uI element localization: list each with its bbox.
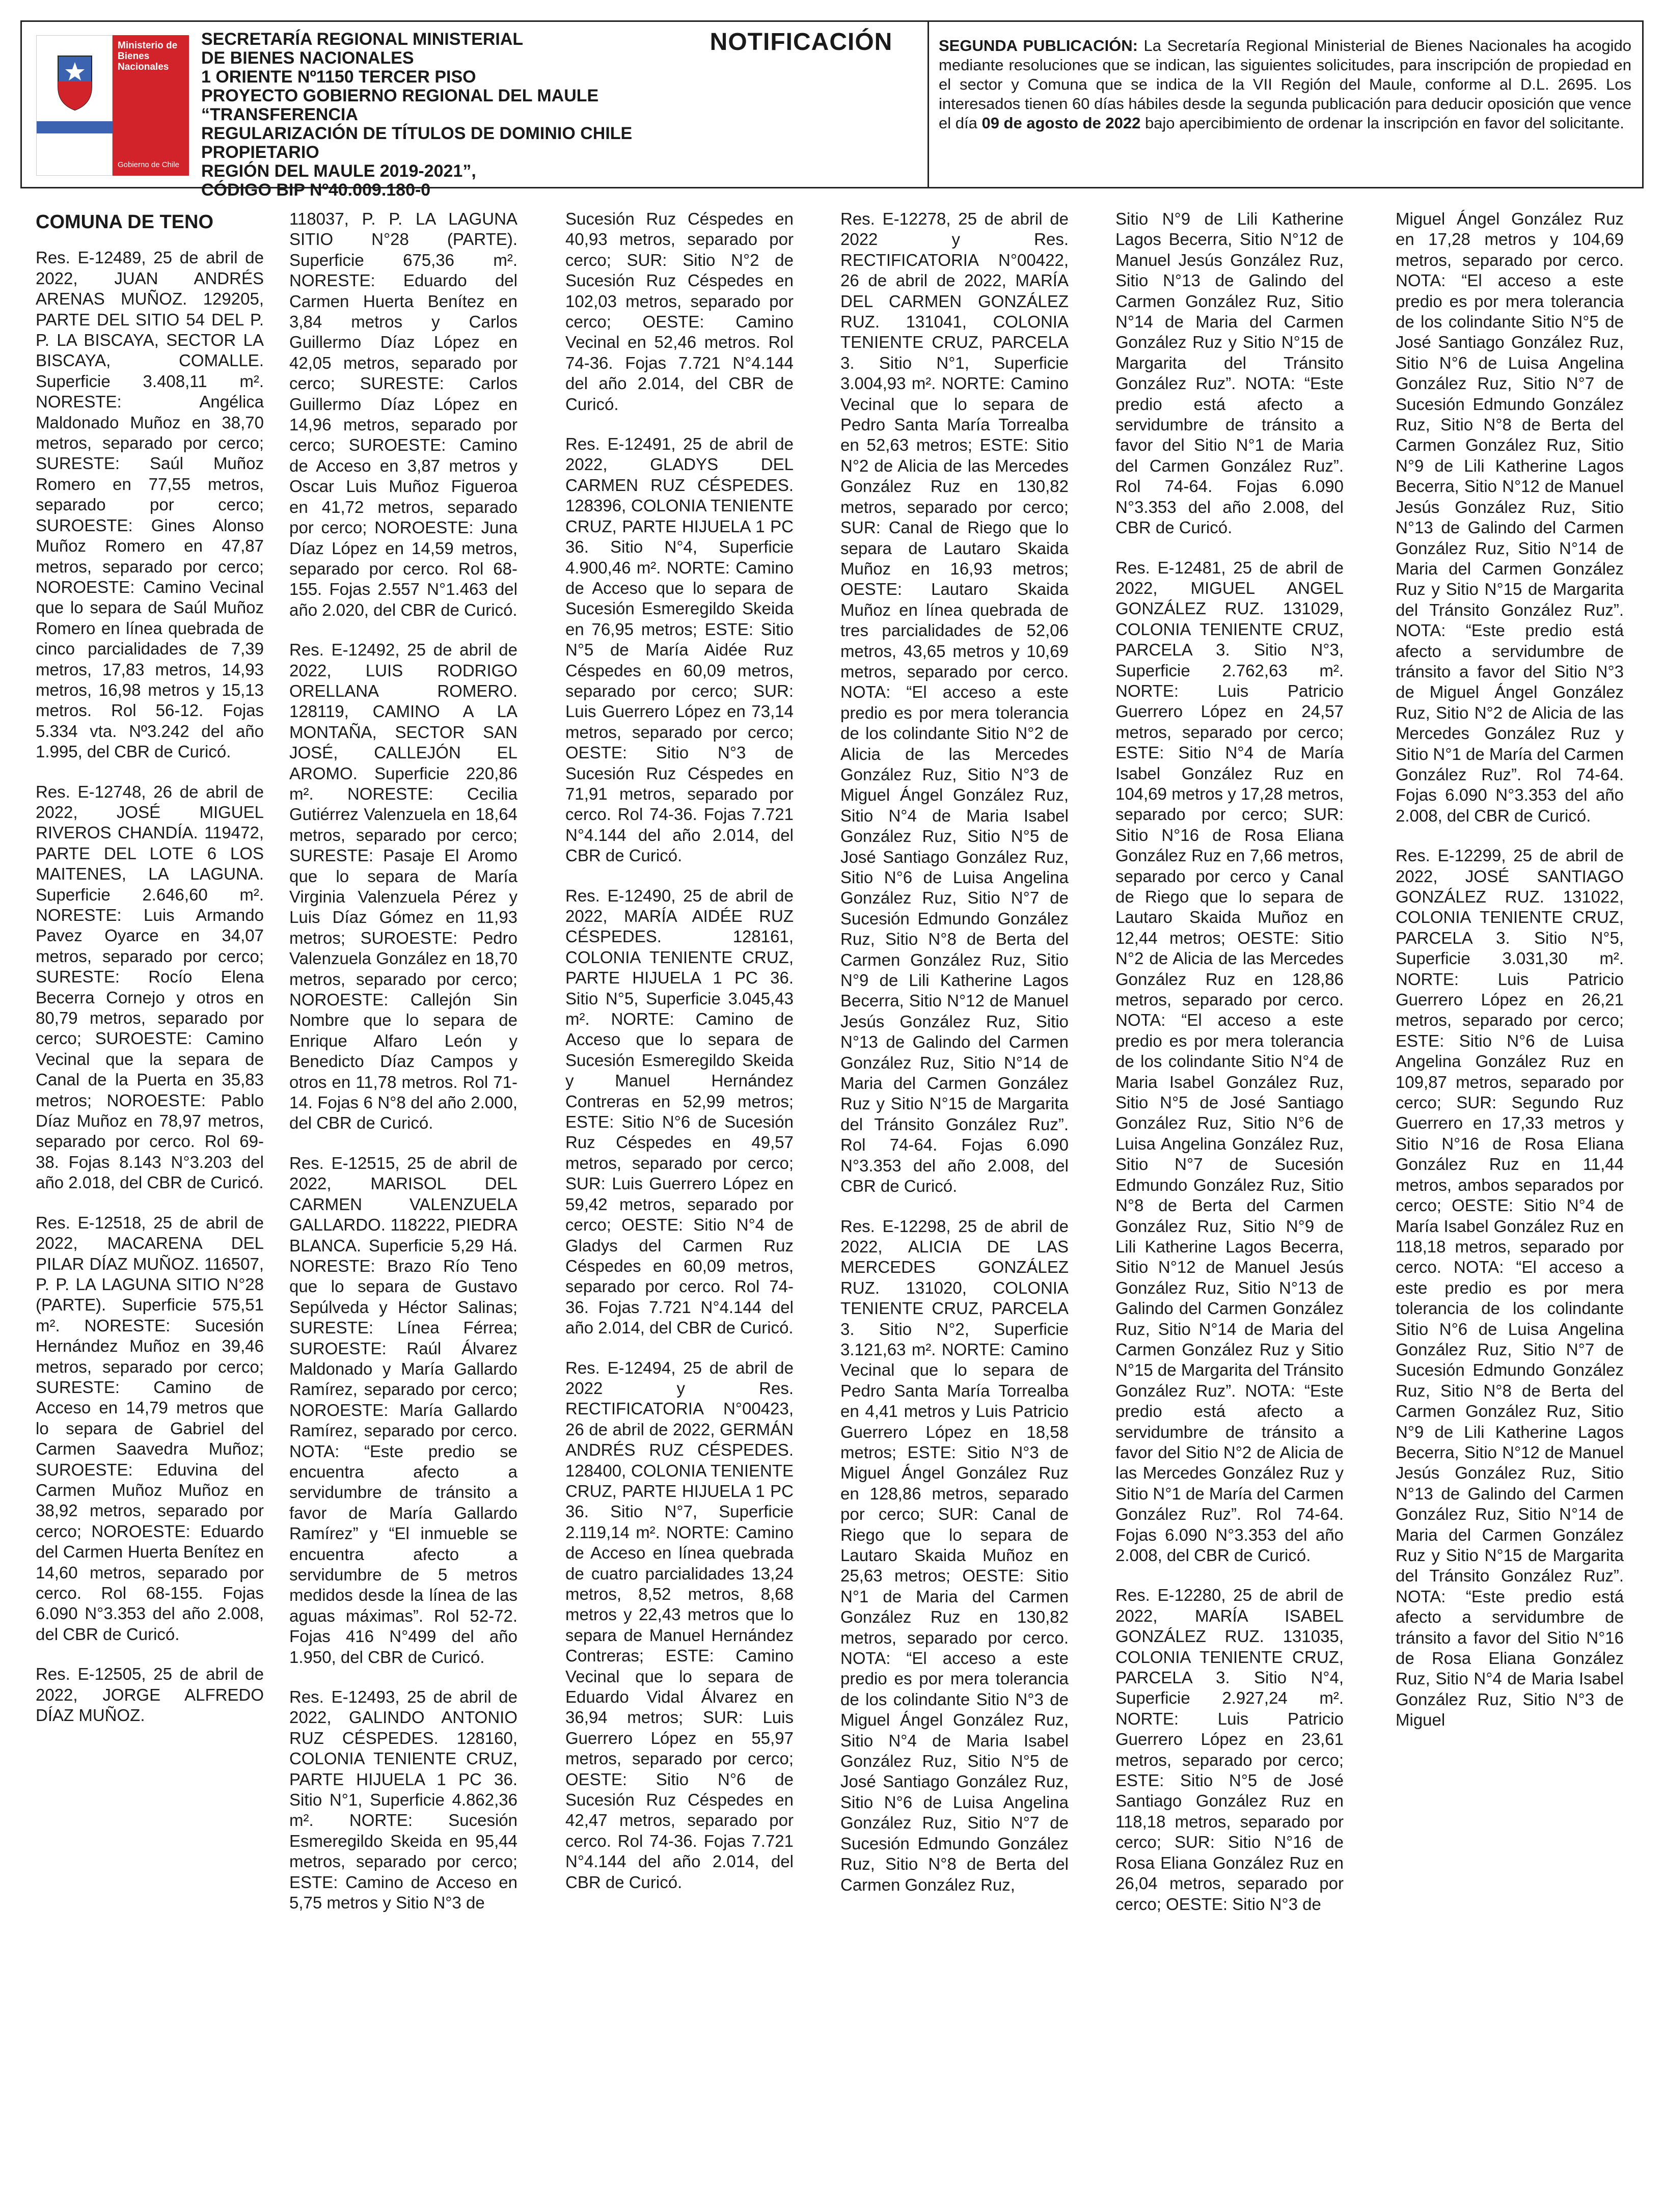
resolution-entry: Res. E-12278, 25 de abril de 2022 y Res. RECTIFICATORIA N°00422, 26 de abril de 2022, MARÍA DEL CARMEN GONZÁLEZ RUZ. 131041, COLONIA TENIENTE CRUZ, PARCELA 3. Sitio N°1, Superficie 3.004,93 m². NORTE: Camino Vecinal que lo separa de Pedro Santa María Torrealba en 52,63 metros; ESTE: Sitio N°2 de Alicia de las Mercedes González Ruz en 130,82 metros, separado por cerco; SUR: Canal de Riego que lo separa de Lautaro Skaida Muñoz en 16,93 metros; OESTE: Lautaro Skaida Muñoz en línea quebrada de tres parcialidades de 52,06 metros, 43,65 metros y 10,69 metros, separado por cerco. NOTA: “El acceso a este predio es por mera tolerancia de los colindante Sitio N°2 de Alicia de las Mercedes González Ruz, Sitio N°3 de Miguel Ángel González Ruz, Sitio N°4 de Maria Isabel González Ruz, Sitio N°5 de José Santiago González Ruz, Sitio N°6 de Luisa Angelina González Ruz, Sitio N°7 de Sucesión Edmundo González Ruz, Sitio N°8 de Berta del Carmen González Ruz, Sitio N°9 de Lili Katherine Lagos Becerra, Sitio N°12 de Manuel Jesús González Ruz, Sitio N°13 de Galindo del Carmen González Ruz, Sitio N°14 de Maria del Carmen González Ruz y Sitio N°15 de Margarita del Tránsito González Ruz”. Rol 74-64. Fojas 6.090 N°3.353 del año 2.008, del CBR de Curicó. — [840, 209, 1069, 1196]
logo-white-panel — [36, 35, 113, 176]
coat-of-arms-icon — [55, 51, 95, 112]
logo-gov-label: Gobierno de Chile — [118, 160, 179, 169]
resolution-entry: Res. E-12492, 25 de abril de 2022, LUIS RODRIGO ORELLANA ROMERO. 128119, CAMINO A LA MONTAÑA, SECTOR SAN JOSÉ, CALLEJÓN EL AROMO. Superficie 220,86 m². NORESTE: Cecilia Gutiérrez Valenzuela en 18,64 metros, separado por cerco; SURESTE: Pasaje El Aromo que lo separa de María Virginia Valenzuela Pérez y Luis Díaz Gómez en 11,93 metros; SUROESTE: Pedro Valenzuela González en 18,70 metros, separado por cerco; NOROESTE: Callejón Sin Nombre que lo separa de Enrique Alfaro León y Benedicto Díaz Campos y otros en 11,78 metros. Rol 71-14. Fojas 6 N°8 del año 2.000, del CBR de Curicó. — [289, 640, 517, 1133]
ministry-logo — [36, 35, 189, 176]
page-title: NOTIFICACIÓN — [710, 29, 893, 56]
text-column-3 — [565, 209, 794, 2195]
publication-label: SEGUNDA PUBLICACIÓN: — [939, 37, 1138, 54]
resolution-entry: Res. E-12493, 25 de abril de 2022, GALINDO ANTONIO RUZ CÉSPEDES. 128160, COLONIA TENIENTE CRUZ, PARTE HIJUELA 1 PC 36. Sitio N°1, Superficie 4.862,36 m². NORTE: Sucesión Esmeregildo Skeida en 95,44 metros, separado por cerco; ESTE: Camino de Acceso en 5,75 metros y Sitio N°3 de — [289, 1687, 517, 1913]
header-divider — [928, 22, 929, 187]
resolution-entry: 118037, P. P. LA LAGUNA SITIO N°28 (PARTE). Superficie 675,36 m². NORESTE: Eduardo del Carmen Huerta Benítez en 3,84 metros y Carlos Guillermo Díaz López en 42,05 metros, separado por cerco; SURESTE: Carlos Guillermo Díaz López en 14,96 metros, separado por cerco; SUROESTE: Camino de Acceso en 3,87 metros y Oscar Luis Muñoz Figueroa en 41,72 metros, separado por cerco; NOROESTE: Juna Díaz López en 14,59 metros, separado por cerco. Rol 68-155. Fojas 2.557 N°1.463 del año 2.020, del CBR de Curicó. — [289, 209, 517, 619]
resolution-entry: Miguel Ángel González Ruz en 17,28 metros y 104,69 metros, separado por cerco. NOTA: “El acceso a este predio es por mera tolerancia de los colindante Sitio N°5 de José Santiago González Ruz, Sitio N°6 de Luisa Angelina González Ruz, Sitio N°7 de Sucesión Edmundo González Ruz, Sitio N°8 de Berta del Carmen González Ruz, Sitio N°9 de Lili Katherine Lagos Becerra, Sitio N°12 de Manuel Jesús González Ruz, Sitio N°13 de Galindo del Carmen González Ruz, Sitio N°14 de Maria del Carmen González Ruz y Sitio N°15 de Margarita del Tránsito González Ruz”. NOTA: “Este predio está afecto a servidumbre de tránsito a favor del Sitio N°3 de Miguel Ángel González Ruz, Sitio N°2 de Alicia de las Mercedes González Ruz y Sitio N°1 de María del Carmen González Ruz”. Rol 74-64. Fojas 6.090 N°3.353 del año 2.008, del CBR de Curicó. — [1396, 209, 1624, 825]
commune-heading: COMUNA DE TENO — [36, 211, 214, 233]
resolution-entry: Res. E-12518, 25 de abril de 2022, MACARENA DEL PILAR DÍAZ MUÑOZ. 116507, P. P. LA LAGUNA SITIO N°28 (PARTE). Superficie 575,51 m². NORESTE: Sucesión Hernández Muñoz en 39,46 metros, separado por cerco; SURESTE: Camino de Acceso en 14,79 metros que lo separa de Gabriel del Carmen Saavedra Muñoz; SUROESTE: Eduvina del Carmen Muñoz Muñoz en 38,92 metros, separado por cerco; NOROESTE: Eduardo del Carmen Huerta Benítez en 14,60 metros, separado por cerco. Rol 68-155. Fojas 6.090 N°3.353 del año 2.008, del CBR de Curicó. — [36, 1213, 264, 1644]
resolution-entry: Res. E-12481, 25 de abril de 2022, MIGUEL ANGEL GONZÁLEZ RUZ. 131029, COLONIA TENIENTE CRUZ, PARCELA 3. Sitio N°3, Superficie 2.762,63 m². NORTE: Luis Patricio Guerrero López en 24,57 metros, separado por cerco; ESTE: Sitio N°4 de María Isabel González Ruz en 104,69 metros y 17,28 metros, separado por cerco; SUR: Sitio N°16 de Rosa Eliana González Ruz en 7,66 metros, separado por cerco y Canal de Riego que lo separa de Lautaro Skaida Muñoz en 12,44 metros; OESTE: Sitio N°2 de Alicia de las Mercedes González Ruz en 128,86 metros, separado por cerco. NOTA: “El acceso a este predio es por mera tolerancia de los colindante Sitio N°4 de Maria Isabel González Ruz, Sitio N°5 de José Santiago González Ruz, Sitio N°6 de Luisa Angelina González Ruz, Sitio N°7 de Sucesión Edmundo González Ruz, Sitio N°8 de Berta del Carmen González Ruz, Sitio N°9 de Lili Katherine Lagos Becerra, Sitio N°12 de Manuel Jesús González Ruz, Sitio N°13 de Galindo del Carmen González Ruz, Sitio N°14 de Maria del Carmen González Ruz y Sitio N°15 de Margarita del Tránsito González Ruz”. NOTA: “Este predio está afecto a servidumbre de tránsito a favor del Sitio N°2 de Alicia de las Mercedes González Ruz y Sitio N°1 de María del Carmen González Ruz”. Rol 74-64. Fojas 6.090 N°3.353 del año 2.008, del CBR de Curicó. — [1115, 558, 1344, 1565]
resolution-entry: Res. E-12515, 25 de abril de 2022, MARISOL DEL CARMEN VALENZUELA GALLARDO. 118222, PIEDRA BLANCA. Superficie 5,29 Há. NORESTE: Brazo Río Teno que lo separa de Gustavo Sepúlveda y Héctor Salinas; SURESTE: Línea Férrea; SUROESTE: Raúl Álvarez Maldonado y María Gallardo Ramírez, separado por cerco; NOROESTE: María Gallardo Ramírez, separado por cerco. NOTA: “Este predio se encuentra afecto a servidumbre de tránsito a favor de María Gallardo Ramírez” y “El inmueble se encuentra afecto a servidumbre de 5 metros medidos desde la línea de las aguas máximas”. Rol 52-72. Fojas 416 N°499 del año 1.950, del CBR de Curicó. — [289, 1153, 517, 1667]
resolution-entry: Res. E-12491, 25 de abril de 2022, GLADYS DEL CARMEN RUZ CÉSPEDES. 128396, COLONIA TENIENTE CRUZ, PARTE HIJUELA 1 PC 36. Sitio N°4, Superficie 4.900,46 m². NORTE: Camino de Acceso que lo separa de Sucesión Esmeregildo Skeida en 76,95 metros; ESTE: Sitio N°5 de María Aidée Ruz Céspedes en 60,09 metros, separado por cerco; SUR: Luis Guerrero López en 73,14 metros, separado por cerco; OESTE: Sitio N°3 de Sucesión Ruz Céspedes en 71,91 metros, separado por cerco. Rol 74-36. Fojas 7.721 N°4.144 del año 2.014, del CBR de Curicó. — [565, 434, 794, 865]
resolution-entry: Res. E-12299, 25 de abril de 2022, JOSÉ SANTIAGO GONZÁLEZ RUZ. 131022, COLONIA TENIENTE CRUZ, PARCELA 3. Sitio N°5, Superficie 3.031,30 m². NORTE: Luis Patricio Guerrero López en 26,21 metros, separado por cerco; ESTE: Sitio N°6 de Luisa Angelina González Ruz en 109,87 metros, separado por cerco; SUR: Segundo Ruz Guerrero en 17,33 metros y Sitio N°16 de Rosa Eliana González Ruz en 11,44 metros, ambos separados por cerco; OESTE: Sitio N°4 de María Isabel González Ruz en 118,18 metros, separado por cerco. NOTA: “El acceso a este predio es por mera tolerancia de los colindante Sitio N°6 de Luisa Angelina González Ruz, Sitio N°7 de Sucesión Edmundo González Ruz, Sitio N°8 de Berta del Carmen González Ruz, Sitio N°9 de Lili Katherine Lagos Becerra, Sitio N°12 de Manuel Jesús González Ruz, Sitio N°13 de Galindo del Carmen González Ruz, Sitio N°14 de Maria del Carmen González Ruz y Sitio N°15 de Margarita del Tránsito González Ruz”. NOTA: “Este predio está afecto a servidumbre de tránsito a favor del Sitio N°16 de Rosa Eliana González Ruz, Sitio N°4 de Maria Isabel González Ruz, Sitio N°3 de Miguel — [1396, 846, 1624, 1730]
publication-notice — [939, 36, 1631, 133]
resolution-entry: Sucesión Ruz Céspedes en 40,93 metros, separado por cerco; SUR: Sitio N°2 de Sucesión Ruz Céspedes en 102,03 metros, separado por cerco; OESTE: Camino Vecinal en 52,46 metros. Rol 74-36. Fojas 7.721 N°4.144 del año 2.014, del CBR de Curicó. — [565, 209, 794, 414]
resolution-entry: Res. E-12505, 25 de abril de 2022, JORGE ALFREDO DÍAZ MUÑOZ. — [36, 1664, 264, 1725]
text-column-6 — [1396, 209, 1624, 2195]
publication-text-b: bajo apercibimiento de ordenar la inscripción en favor del solicitante. — [1140, 114, 1624, 132]
text-column-5 — [1115, 209, 1344, 2195]
resolution-entry: Res. E-12494, 25 de abril de 2022 y Res. RECTIFICATORIA N°00423, 26 de abril de 2022, GERMÁN ANDRÉS RUZ CÉSPEDES. 128400, COLONIA TENIENTE CRUZ, PARTE HIJUELA 1 PC 36. Sitio N°7, Superficie 2.119,14 m². NORTE: Camino de Acceso en línea quebrada de cuatro parcialidades 13,24 metros, 8,52 metros, 8,68 metros y 22,43 metros que lo separa de Manuel Hernández Contreras; ESTE: Camino Vecinal que lo separa de Eduardo Vidal Álvarez en 36,94 metros; SUR: Luis Guerrero López en 55,97 metros, separado por cerco; OESTE: Sitio N°6 de Sucesión Ruz Céspedes en 42,47 metros, separado por cerco. Rol 74-36. Fojas 7.721 N°4.144 del año 2.014, del CBR de Curicó. — [565, 1358, 794, 1892]
logo-org-name: Ministerio de Bienes Nacionales — [118, 40, 178, 72]
notice-header — [20, 20, 1644, 200]
resolution-entry: Res. E-12490, 25 de abril de 2022, MARÍA AIDÉE RUZ CÉSPEDES. 128161, COLONIA TENIENTE CRUZ, PARTE HIJUELA 1 PC 36. Sitio N°5, Superficie 3.045,43 m². NORTE: Camino de Acceso que lo separa de Sucesión Esmeregildo Skeida y Manuel Hernández Contreras en 52,99 metros; ESTE: Sitio N°6 de Sucesión Ruz Céspedes en 49,57 metros, separado por cerco; SUR: Luis Guerrero López en 59,42 metros, separado por cerco; OESTE: Sitio N°4 de Gladys del Carmen Ruz Céspedes en 60,09 metros, separado por cerco. Rol 74-36. Fojas 7.721 N°4.144 del año 2.014, del CBR de Curicó. — [565, 886, 794, 1337]
text-column-2 — [289, 209, 517, 2195]
resolution-entry: Res. E-12298, 25 de abril de 2022, ALICIA DE LAS MERCEDES GONZÁLEZ RUZ. 131020, COLONIA TENIENTE CRUZ, PARCELA 3. Sitio N°2, Superficie 3.121,63 m². NORTE: Camino Vecinal que lo separa de Pedro Santa María Torrealba en 4,41 metros y Luis Patricio Guerrero López en 18,58 metros; ESTE: Sitio N°3 de Miguel Ángel González Ruz en 128,86 metros, separado por cerco; SUR: Canal de Riego que lo separa de Lautaro Skaida Muñoz en 25,63 metros; OESTE: Sitio N°1 de Maria del Carmen González Ruz en 130,82 metros, separado por cerco. NOTA: “El acceso a este predio es por mera tolerancia de los colindante Sitio N°3 de Miguel Ángel González Ruz, Sitio N°4 de Maria Isabel González Ruz, Sitio N°5 de José Santiago González Ruz, Sitio N°6 de Luisa Angelina González Ruz, Sitio N°7 de Sucesión Edmundo González Ruz, Sitio N°8 de Berta del Carmen González Ruz, — [840, 1216, 1069, 1894]
publication-text-a: La Secretaría Regional Ministerial de Bienes Nacionales ha acogido mediante resoluciones que se indican, las siguientes solicitudes, para inscripción de propiedad en el sector y Comuna que se indica de la VII Región del Maule, conforme al D.L. 2695. Los interesados tienen 60 días hábiles desde la segunda publicación para deducir oposición que vence el día — [939, 37, 1632, 132]
resolution-entry: Res. E-12489, 25 de abril de 2022, JUAN ANDRÉS ARENAS MUÑOZ. 129205, PARTE DEL SITIO 54 DEL P. P. LA BISCAYA, SECTOR LA BISCAYA, COMALLE. Superficie 3.408,11 m². NORESTE: Angélica Maldonado Muñoz en 38,70 metros, separado por cerco; SURESTE: Saúl Muñoz Romero en 77,55 metros, separado por cerco; SUROESTE: Gines Alonso Muñoz Romero en 47,87 metros, separado por cerco; NOROESTE: Camino Vecinal que lo separa de Saúl Muñoz Romero en línea quebrada de cinco parcialidades de 7,39 metros, 17,83 metros, 14,93 metros, 16,98 metros y 15,13 metros. Rol 56-12. Fojas 5.334 vta. Nº3.242 del año 1.995, del CBR de Curicó. — [36, 248, 264, 761]
text-column-4 — [840, 209, 1069, 2195]
resolution-entry: Res. E-12280, 25 de abril de 2022, MARÍA ISABEL GONZÁLEZ RUZ. 131035, COLONIA TENIENTE CRUZ, PARCELA 3. Sitio N°4, Superficie 2.927,24 m². NORTE: Luis Patricio Guerrero López en 23,61 metros, separado por cerco; ESTE: Sitio N°5 de José Santiago González Ruz en 118,18 metros, separado por cerco; SUR: Sitio N°16 de Rosa Eliana González Ruz en 26,04 metros, separado por cerco; OESTE: Sitio N°3 de — [1115, 1586, 1344, 1914]
header-office-info: SECRETARÍA REGIONAL MINISTERIAL DE BIENES NACIONALES 1 ORIENTE Nº1150 TERCER PISO PROYECTO GOBIERNO REGIONAL DEL MAULE “TRANSFERENCIA REGULARIZACIÓN DE TÍTULOS DE DOMINIO CHILE PROPIETARIO REGIÓN DEL MAULE 2019-2021”, CÓDIGO BIP Nº40.009.180-0 — [201, 30, 633, 200]
resolution-entry: Sitio N°9 de Lili Katherine Lagos Becerra, Sitio N°12 de Manuel Jesús González Ruz, Sitio N°13 de Galindo del Carmen González Ruz, Sitio N°14 de Maria del Carmen González Ruz y Sitio N°15 de Margarita del Tránsito González Ruz”. NOTA: “Este predio está afecto a servidumbre de tránsito a favor del Sitio N°1 de Maria del Carmen González Ruz”. Rol 74-64. Fojas 6.090 N°3.353 del año 2.008, del CBR de Curicó. — [1115, 209, 1344, 537]
resolution-entry: Res. E-12748, 26 de abril de 2022, JOSÉ MIGUEL RIVEROS CHANDÍA. 119472, PARTE DEL LOTE 6 LOS MAITENES, LA LAGUNA. Superficie 2.646,60 m². NORESTE: Luis Armando Pavez Oyarce en 34,07 metros, separado por cerco; SURESTE: Rocío Elena Becerra Cornejo y otros en 80,79 metros, separado por cerco; SUROESTE: Camino Vecinal que la separa de Canal de la Puerta en 35,83 metros; NOROESTE: Pablo Díaz Muñoz en 78,97 metros, separado por cerco. Rol 69-38. Fojas 8.143 N°3.203 del año 2.018, del CBR de Curicó. — [36, 782, 264, 1192]
text-column-1 — [36, 209, 264, 2195]
deadline-date: 09 de agosto de 2022 — [981, 114, 1141, 132]
logo-blue-stripe — [37, 121, 113, 133]
